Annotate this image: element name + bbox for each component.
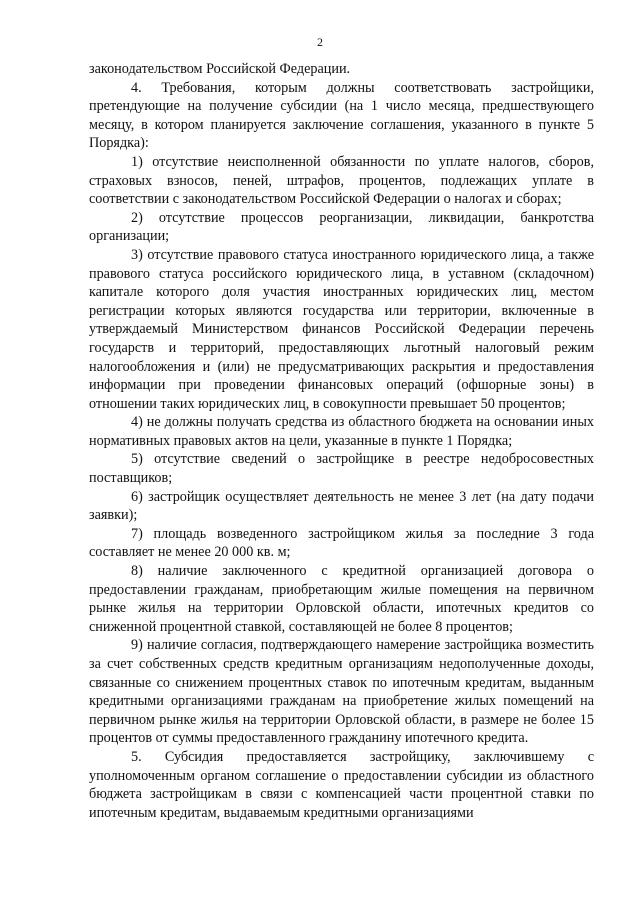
paragraph-item-6: 6) застройщик осуществляет деятельность не менее 3 лет (на дату подачи заявки); <box>89 488 594 524</box>
paragraph-item-2: 2) отсутствие процессов реорганизации, ликвидации, банкротства организации; <box>89 209 594 245</box>
paragraph-clause-4: 4. Требования, которым должны соответствовать застройщики, претендующие на получение субсидии (на 1 число месяца, предшествующего месяцу, в котором планируется заключение соглашения, указанного в пункте 5 Порядка): <box>89 79 594 152</box>
page-number: 2 <box>317 35 323 49</box>
paragraph-item-9: 9) наличие согласия, подтверждающего намерение застройщика возместить за счет собственных средств кредитным организациям недополученные доходы, связанные со снижением процентных ставок по ипотечным кредитам, выданным кредитными организациями гражданам на приобретение жилых помещений на первичном рынке жилья на территории Орловской области, в размере не более 15 процентов от суммы предоставленного гражданину ипотечного кредита. <box>89 637 594 747</box>
paragraph-item-8: 8) наличие заключенного с кредитной организацией договора о предоставлении гражданам, приобретающим жилые помещения на первичном рынке жилья на территории Орловской области, ипотечных кредитов со сниженной процентной ставкой, составляющей не более 8 процентов; <box>89 563 594 635</box>
paragraph-item-4: 4) не должны получать средства из областного бюджета на основании иных нормативных правовых актов на цели, указанные в пункте 1 Порядка; <box>89 414 594 449</box>
paragraph-clause-5: 5. Субсидия предоставляется застройщику, заключившему с уполномоченным органом соглашение о предоставлении субсидии из областного бюджета застройщикам в связи с компенсацией части процентной ставки по ипотечным кредитам, выдаваемым кредитными организациями <box>89 748 594 821</box>
paragraph-item-1: 1) отсутствие неисполненной обязанности по уплате налогов, сборов, страховых взносов, пеней, штрафов, процентов, подлежащих уплате в соответствии с законодательством Российской Федерации о налогах и сборах; <box>89 153 594 208</box>
document-body <box>89 60 594 822</box>
paragraph-item-3: 3) отсутствие правового статуса иностранного юридического лица, а также правового статуса российского юридического лица, в уставном (складочном) капитале которого доля участия иностранных юридических лиц, местом регистрации которых являются государства или территории, включенные в утверждаемый Министерством финансов Российской Федерации перечень государств и территорий, предоставляющих льготный налоговый режим налогообложения и (или) не предусматривающих раскрытия и предоставления информации при проведении финансовых операций (офшорные зоны) в отношении таких юридических лиц, в совокупности превышает 50 процентов; <box>89 246 594 412</box>
paragraph-item-7: 7) площадь возведенного застройщиком жилья за последние 3 года составляет не менее 20 000 кв. м; <box>89 525 594 561</box>
paragraph-continuation: законодательством Российской Федерации. <box>89 61 351 77</box>
paragraph-item-5: 5) отсутствие сведений о застройщике в реестре недобросовестных поставщиков; <box>89 451 594 487</box>
